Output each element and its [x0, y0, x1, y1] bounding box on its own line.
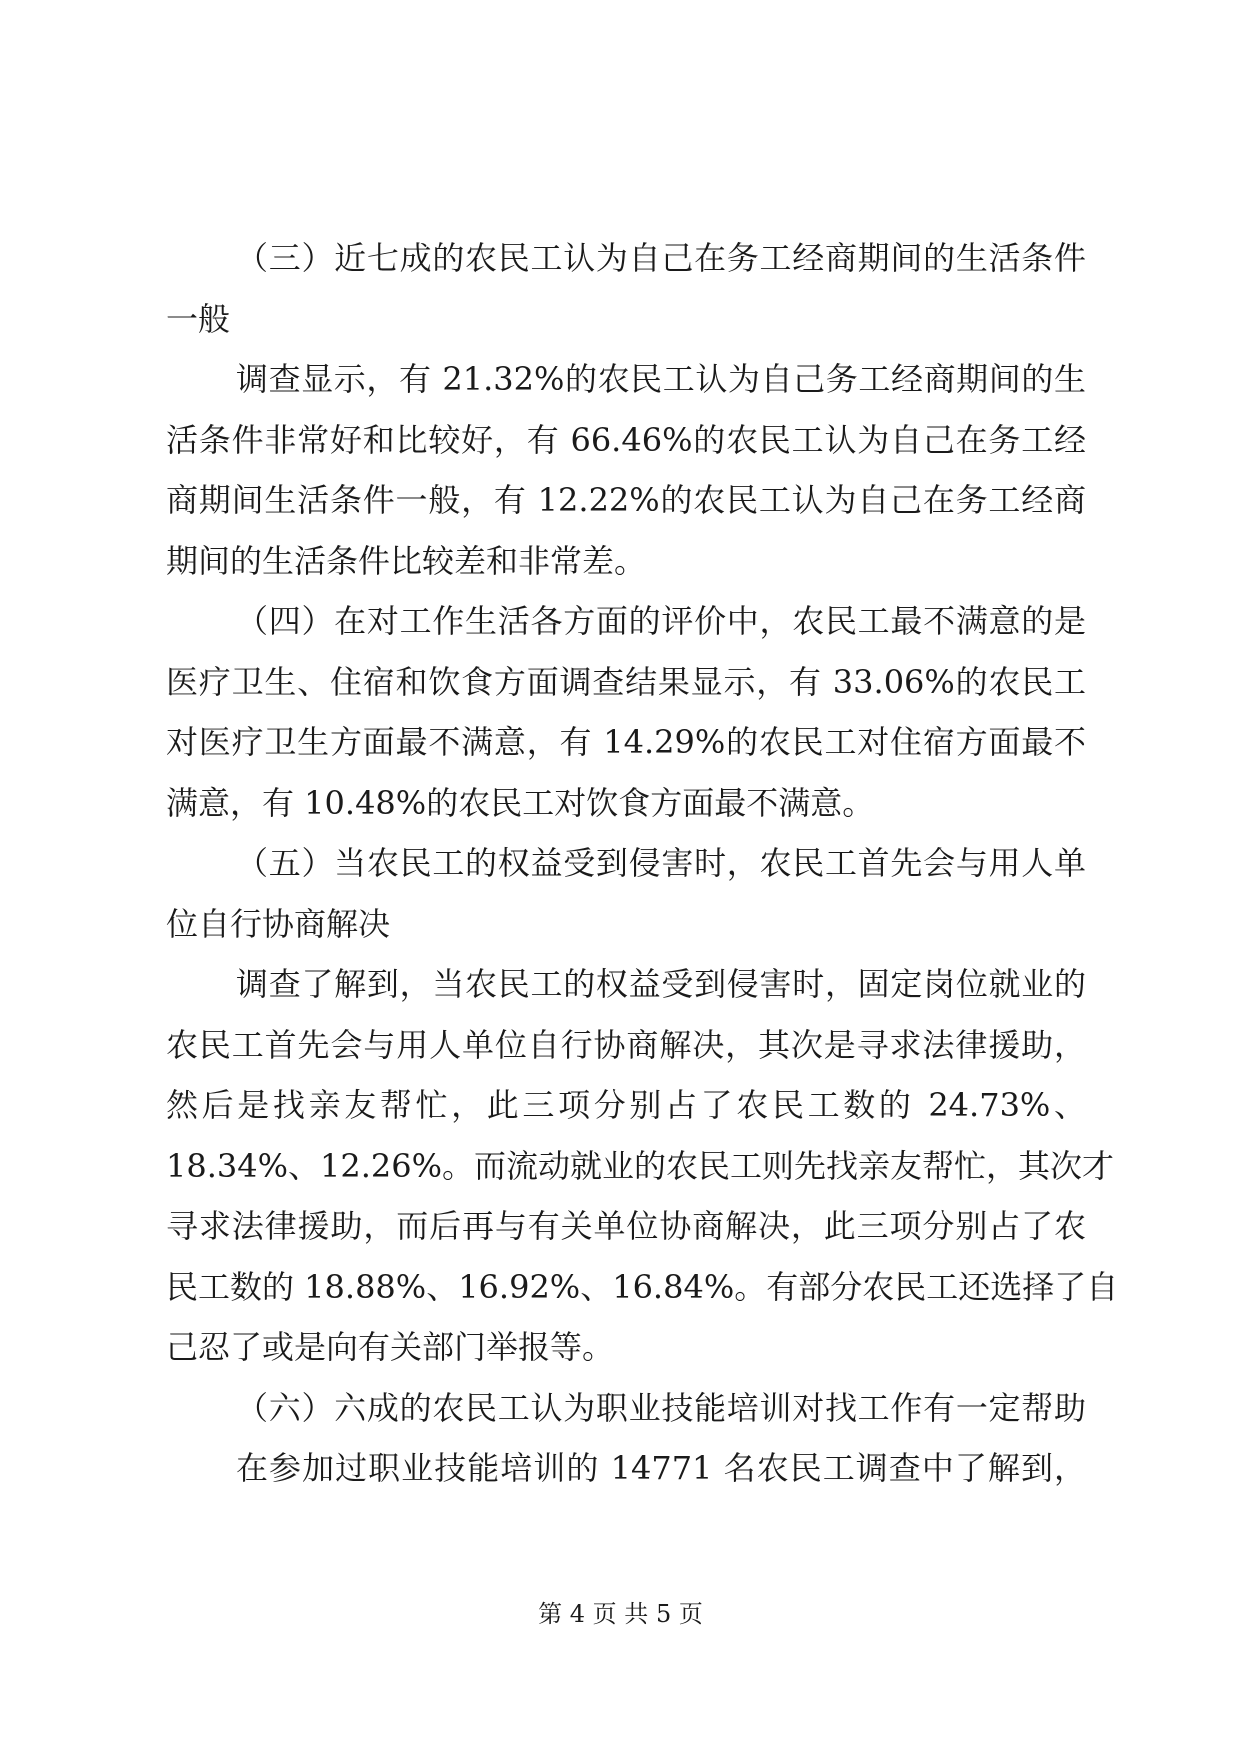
paragraph-line: 调查显示，有 21.32%的农民工认为自己务工经商期间的生 [236, 360, 1086, 398]
paragraph-line: 18.34%、12.26%。而流动就业的农民工则先找亲友帮忙，其次才 [166, 1146, 1115, 1185]
paragraph-line: 民工数的 18.88%、16.92%、16.84%。有部分农民工还选择了自 [166, 1267, 1119, 1306]
paragraph-line: 活条件非常好和比较好，有 66.46%的农民工认为自己在务工经 [166, 420, 1086, 459]
section-heading-5: （五）当农民工的权益受到侵害时，农民工首先会与用人单 [236, 844, 1086, 882]
section-heading-4: （四）在对工作生活各方面的评价中，农民工最不满意的是 [236, 602, 1086, 640]
section-heading-5-cont: 位自行协商解决 [166, 904, 391, 943]
paragraph-line: 在参加过职业技能培训的 14771 名农民工调查中了解到， [236, 1449, 1086, 1487]
paragraph-line: 调查了解到，当农民工的权益受到侵害时，固定岗位就业的 [236, 965, 1086, 1003]
paragraph-line: 商期间生活条件一般，有 12.22%的农民工认为自己在务工经商 [166, 481, 1086, 519]
paragraph-line: 医疗卫生、住宿和饮食方面调查结果显示，有 33.06%的农民工 [166, 662, 1086, 701]
paragraph-line: 己忍了或是向有关部门举报等。 [166, 1328, 615, 1366]
paragraph-line: 对医疗卫生方面最不满意，有 14.29%的农民工对住宿方面最不 [166, 723, 1086, 761]
paragraph-line: 寻求法律援助，而后再与有关单位协商解决，此三项分别占了农 [166, 1207, 1086, 1245]
section-heading-3-cont: 一般 [166, 299, 231, 338]
document-body [166, 228, 1119, 1499]
paragraph-line: 农民工首先会与用人单位自行协商解决，其次是寻求法律援助， [166, 1025, 1086, 1064]
section-heading-3: （三）近七成的农民工认为自己在务工经商期间的生活条件 [236, 239, 1086, 277]
paragraph-line: 然后是找亲友帮忙，此三项分别占了农民工数的 24.73%、 [166, 1086, 1086, 1124]
paragraph-line: 期间的生活条件比较差和非常差。 [166, 541, 647, 580]
paragraph-line: 满意，有 10.48%的农民工对饮食方面最不满意。 [166, 783, 875, 822]
section-heading-6: （六）六成的农民工认为职业技能培训对找工作有一定帮助 [236, 1388, 1086, 1427]
page-number-footer: 第 4 页 共 5 页 [538, 1600, 703, 1628]
